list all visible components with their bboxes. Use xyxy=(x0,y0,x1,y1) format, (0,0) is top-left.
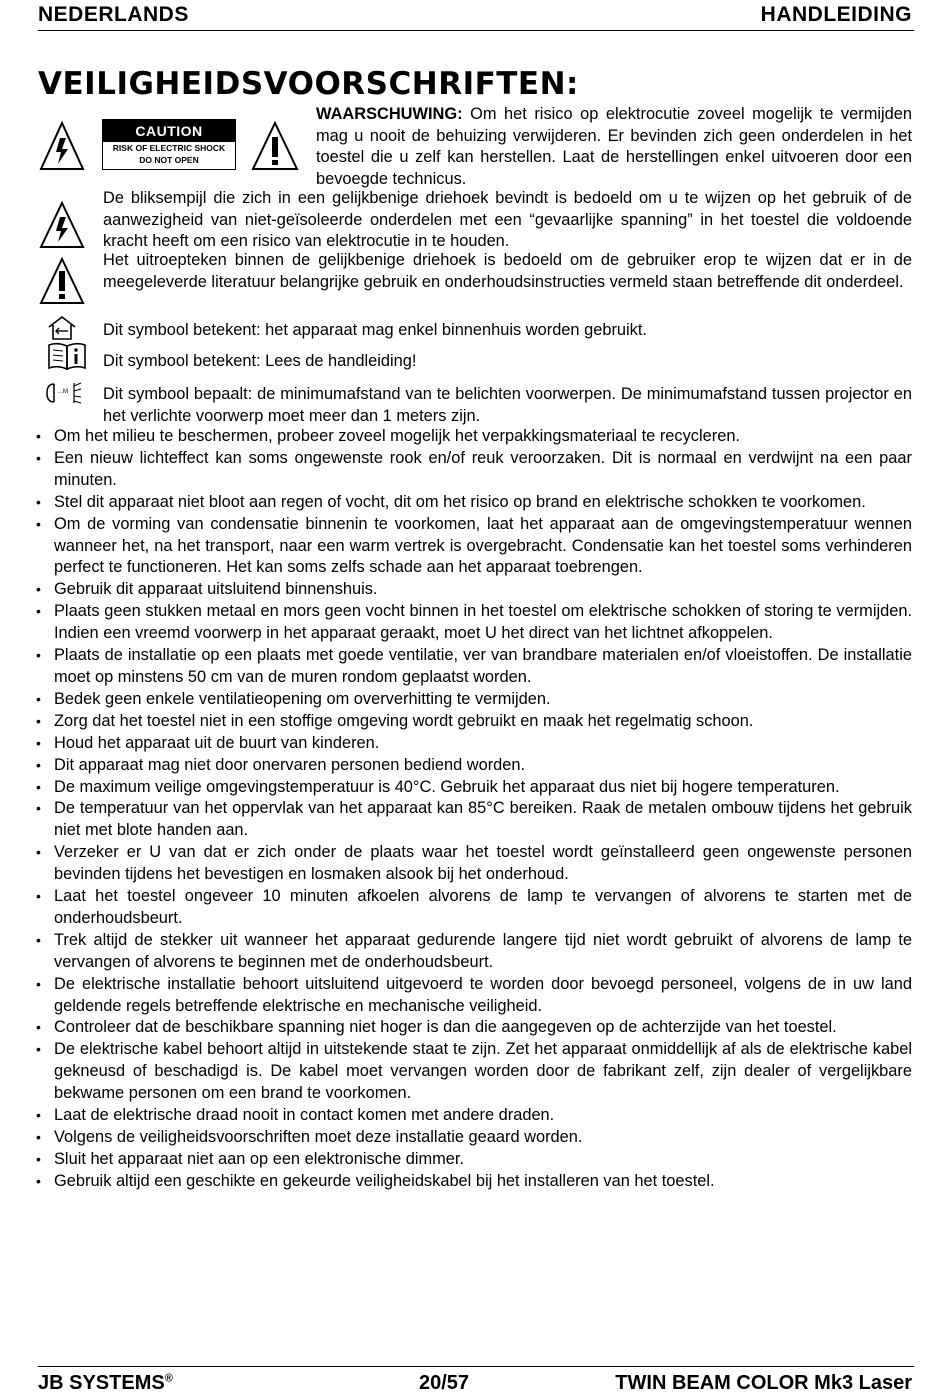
list-item: • Gebruik altijd een geschikte en gekeurde veiligheidskabel bij het installeren van het toestel. xyxy=(36,1171,912,1193)
list-item: • Laat de elektrische draad nooit in contact komen met andere draden. xyxy=(36,1105,912,1127)
list-item: • Controleer dat de beschikbare spanning niet hoger is dan die aangegeven op de achterzijde van het toestel. xyxy=(36,1017,912,1039)
list-item: • Gebruik dit apparaat uitsluitend binnenshuis. xyxy=(36,579,912,601)
footer-product-name: TWIN BEAM COLOR Mk3 Laser xyxy=(615,1372,912,1394)
list-item: • Een nieuw lichteffect kan soms ongewenste rook en/of reuk veroorzaken. Dit is normaal en verdwijnt na een paar minuten. xyxy=(36,448,912,492)
list-item: • Laat het toestel ongeveer 10 minuten afkoelen alvorens de lamp te vervangen of alvorens te starten met de onderhoudsbeurt. xyxy=(36,886,912,930)
list-item: • Stel dit apparaat niet bloot aan regen of vocht, dit om het risico op brand en elektrische schokken te voorkomen. xyxy=(36,492,912,514)
manual-symbol-text: Dit symbool betekent: Lees de handleiding! xyxy=(103,352,417,370)
warning-text: Om het risico op elektrocutie zoveel mogelijk te vermijden mag u nooit de behuizing verwijderen. Er bevinden zich geen onderdelen in het toestel die u zelf kan herstellen. Laat de herstellingen enkel uitvoeren door een bevoegde technicus. xyxy=(316,105,912,188)
list-item: • Om de vorming van condensatie binnenin te voorkomen, laat het apparaat aan de omgevingstemperatuur wennen wanneer het, na het transport, naar een warm vertrek is overgebracht. Condensatie kan het toestel soms verhinderen perfect te functioneren. Het kan soms zelfs schade aan het apparaat toebrengen. xyxy=(36,514,912,580)
page-title: VEILIGHEIDSVOORSCHRIFTEN: xyxy=(38,66,579,102)
list-item: • De elektrische installatie behoort uitsluitend uitgevoerd te worden door bevoegd personeel, volgens de in uw land geldende regels betreffende elektrische en mechanische veiligheid. xyxy=(36,974,912,1018)
indoor-use-icon xyxy=(46,314,78,342)
indoor-symbol-text: Dit symbool betekent: het apparaat mag enkel binnenhuis worden gebruikt. xyxy=(103,321,647,339)
list-item: • Bedek geen enkele ventilatieopening om oververhitting te vermijden. xyxy=(36,689,912,711)
footer-brand xyxy=(38,1372,173,1395)
footer-brand-name: JB SYSTEMS xyxy=(38,1372,165,1394)
list-item: • Dit apparaat mag niet door onervaren personen bediend worden. xyxy=(36,755,912,777)
list-item: • Trek altijd de stekker uit wanneer het apparaat gedurende langere tijd niet wordt gebruikt of alvorens de lamp te vervangen of alvorens te beginnen met de onderhoudsbeurt. xyxy=(36,930,912,974)
exclamation-symbol-text: Het uitroepteken binnen de gelijkbenige driehoek is bedoeld om de gebruiker erop te wijzen dat er in de meegeleverde literatuur belangrijke gebruik en onderhoudsinstructies vermeld staan betreffende dit onderdeel. xyxy=(103,251,912,291)
caution-line-1: RISK OF ELECTRIC SHOCK xyxy=(112,143,226,153)
caution-line-2: DO NOT OPEN xyxy=(139,155,199,165)
list-item: • Zorg dat het toestel niet in een stoffige omgeving wordt gebruikt en maak het regelmatig schoon. xyxy=(36,711,912,733)
warning-paragraph xyxy=(316,104,912,190)
list-item: • Verzeker er U van dat er zich onder de plaats waar het toestel wordt geïnstalleerd geen ongewenste personen bevinden tijdens het bevestigen en losmaken alsook bij het onderhoud. xyxy=(36,842,912,886)
list-item: • Plaats geen stukken metaal en mors geen vocht binnen in het toestel om elektrische schokken of storing te vermijden. Indien een vreemd voorwerp in het apparaat geraakt, moet U het direct van het lichtnet afkoppelen. xyxy=(36,601,912,645)
list-item: • Houd het apparaat uit de buurt van kinderen. xyxy=(36,733,912,755)
distance-icon-label: …M xyxy=(57,389,68,395)
list-item: • Volgens de veiligheidsvoorschriften moet deze installatie geaard worden. xyxy=(36,1127,912,1149)
registered-mark: ® xyxy=(164,1372,173,1385)
list-item: • Sluit het apparaat niet aan op een elektronische dimmer. xyxy=(36,1149,912,1171)
read-manual-icon xyxy=(46,340,88,372)
page-number: 20/57 xyxy=(419,1372,470,1394)
page-header xyxy=(38,2,914,31)
exclamation-triangle-icon xyxy=(38,256,86,306)
warning-lead: WAARSCHUWING: xyxy=(316,105,463,123)
exclamation-triangle-icon xyxy=(250,120,300,172)
lightning-triangle-icon xyxy=(38,200,86,250)
header-document-type: HANDLEIDING xyxy=(760,3,912,26)
lightning-symbol-text: De bliksempijl die zich in een gelijkbenige driehoek bevindt is bedoeld om u te wijzen op het gebruik of de aanwezigheid van niet-geïsoleerde onderdelen met een “gevaarlijke spanning” in het toestel die voldoende kracht heeft om een risico van elektrocutie in te houden. xyxy=(103,189,912,250)
list-item: • De temperatuur van het oppervlak van het apparaat kan 85°C bereiken. Raak de metalen ombouw tijdens het gebruik niet met blote handen aan. xyxy=(36,798,912,842)
list-item: • Om het milieu te beschermen, probeer zoveel mogelijk het verpakkingsmateriaal te recycleren. xyxy=(36,426,912,448)
caution-label xyxy=(102,119,236,170)
list-item: • De elektrische kabel behoort altijd in uitstekende staat te zijn. Zet het apparaat onmiddellijk af als de elektrische kabel gekneusd of beschadigd is. De kabel moet vervangen worden door de fabrikant zelf, zijn dealer of vergelijkbare bekwame personen om een brand te voorkomen. xyxy=(36,1039,912,1105)
list-item: • De maximum veilige omgevingstemperatuur is 40°C. Gebruik het apparaat dus niet bij hogere temperaturen. xyxy=(36,777,912,799)
caution-title: CAUTION xyxy=(103,120,235,142)
safety-bullet-list xyxy=(36,426,912,1193)
lightning-triangle-icon xyxy=(38,120,86,172)
distance-symbol-text: Dit symbool bepaalt: de minimumafstand van te belichten voorwerpen. De minimumafstand tussen projector en het verlichte voorwerp moet meer dan 1 meters zijn. xyxy=(103,385,912,425)
list-item: • Plaats de installatie op een plaats met goede ventilatie, ver van brandbare materialen en/of vloeistoffen. De installatie moet op minstens 50 cm van de muren rondom geplaatst worden. xyxy=(36,645,912,689)
header-language: NEDERLANDS xyxy=(38,3,189,26)
minimum-distance-icon xyxy=(44,380,84,406)
page-footer xyxy=(38,1366,914,1397)
